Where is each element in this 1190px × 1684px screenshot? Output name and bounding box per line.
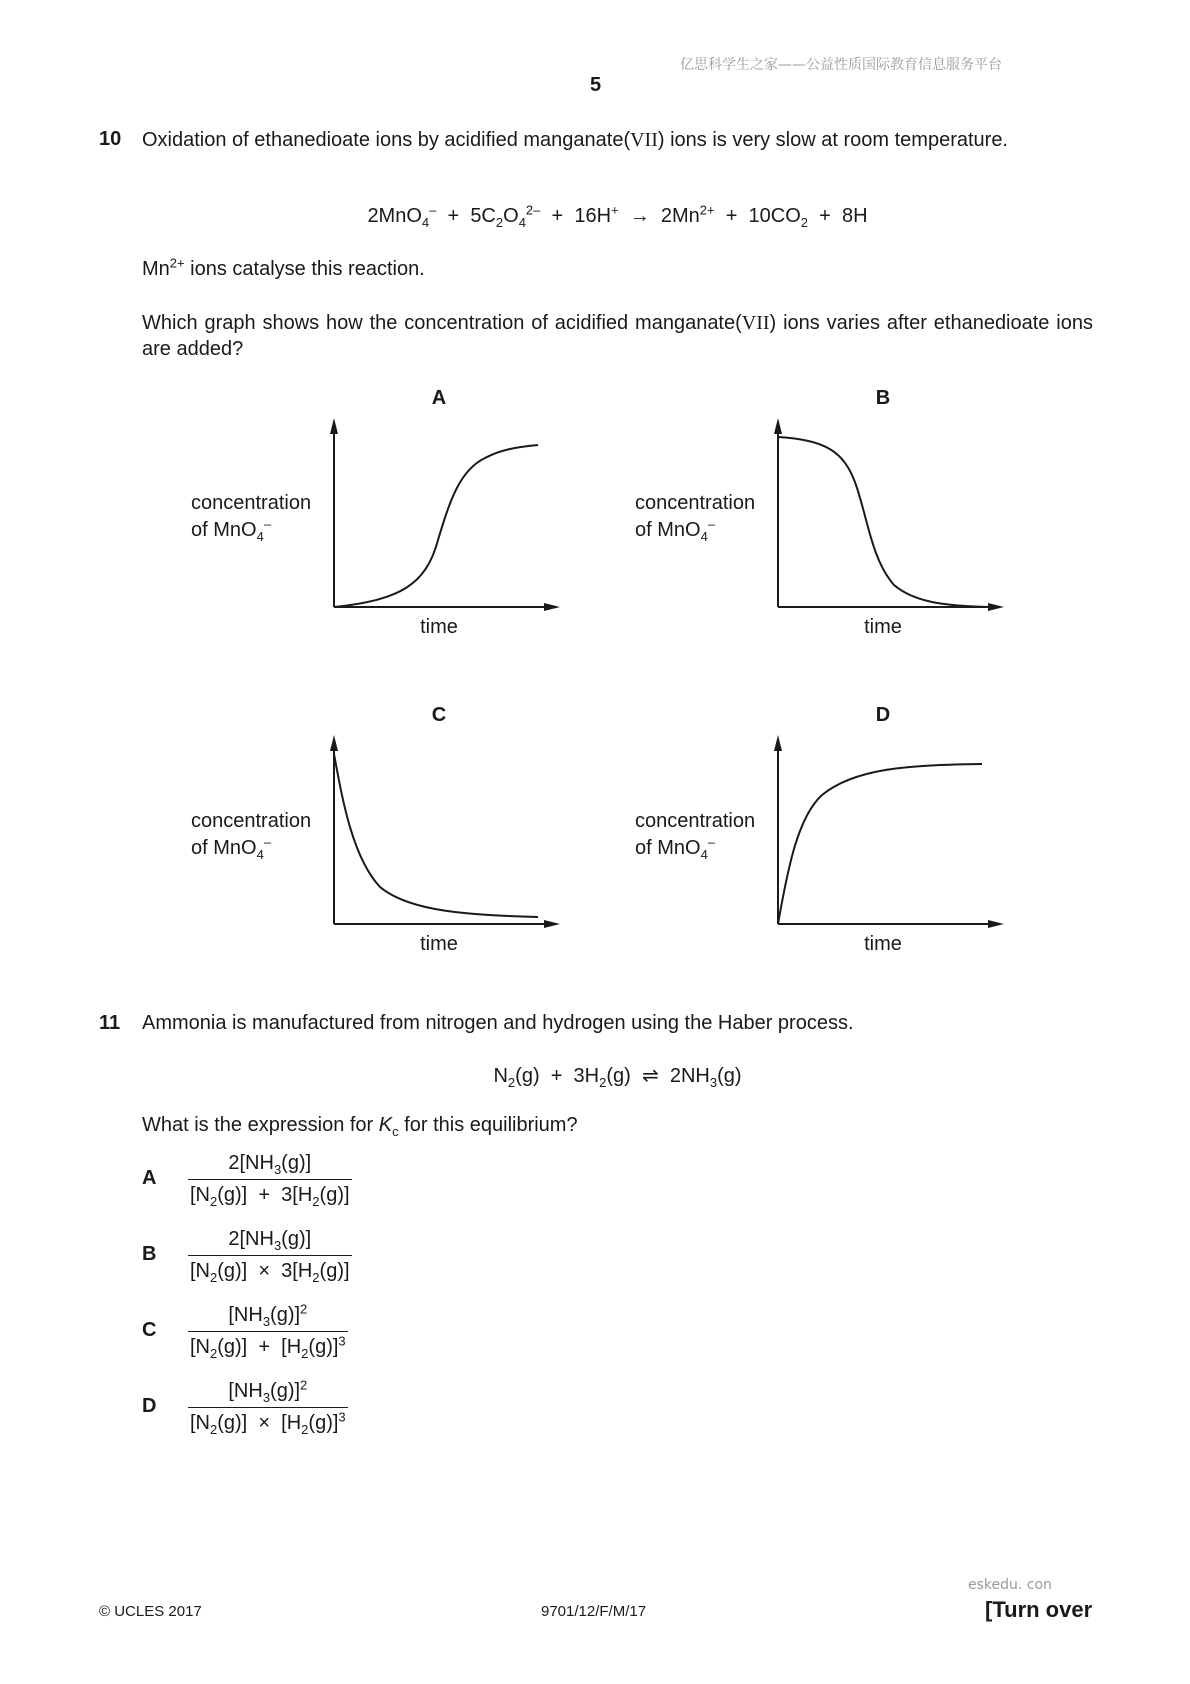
y-axis-arrow xyxy=(330,418,338,434)
question-10-equation: $2MnO_4^- + 5C_2O_4^{2-} + 16H^+ \to 2Mn^{2+} + 10CO_2 + 8H$ xyxy=(367,202,868,230)
catalyst-statement: $Mn^{2+}$ ions catalyse this reaction. xyxy=(142,255,425,280)
x-axis-arrow xyxy=(544,920,560,928)
question-10-number: 10 xyxy=(99,128,122,150)
option-a-numerator: $2[NH_3(g)]$ xyxy=(188,1152,352,1180)
graph-b-xlabel: time xyxy=(864,616,902,638)
footer-paper-code: 9701/12/F/M/17 xyxy=(541,1603,647,1620)
option-a-expression[interactable] xyxy=(188,1152,352,1207)
y-axis-arrow xyxy=(330,735,338,751)
option-d-expression[interactable] xyxy=(188,1377,348,1437)
option-b-numerator: $2[NH_3(g)]$ xyxy=(188,1228,352,1256)
graph-b xyxy=(764,410,1014,615)
graph-d-ylabel: concentration of MnO$_4$– xyxy=(635,810,756,862)
x-axis-arrow xyxy=(988,603,1004,611)
option-a-denominator: $[N_2(g)] + 3[H_2(g)]$ xyxy=(190,1184,350,1209)
graph-c-ylabel: concentration of MnO$_4$– xyxy=(191,810,312,862)
page-number: 5 xyxy=(590,74,602,96)
graph-d xyxy=(764,727,1014,932)
x-axis-arrow xyxy=(544,603,560,611)
option-b-letter[interactable]: B xyxy=(142,1243,157,1265)
option-c-denominator: $[N_2(g)] + [H_2(g)]^3$ xyxy=(190,1333,346,1361)
footer-copyright: © UCLES 2017 xyxy=(99,1603,202,1620)
option-a-letter[interactable]: A xyxy=(142,1167,157,1189)
option-b-denominator: $[N_2(g)] \times 3[H_2(g)]$ xyxy=(190,1260,350,1285)
option-d-letter[interactable]: D xyxy=(142,1395,157,1417)
option-c-letter[interactable]: C xyxy=(142,1319,157,1341)
graph-c-label: C xyxy=(431,704,447,726)
question-11-stem: Ammonia is manufactured from nitrogen and hydrogen using the Haber process. xyxy=(142,1012,854,1034)
graph-d-label: D xyxy=(875,704,891,726)
turn-over-label: [Turn over xyxy=(985,1597,1093,1622)
graph-b-label: B xyxy=(875,387,891,409)
y-axis-arrow xyxy=(774,735,782,751)
y-axis-arrow xyxy=(774,418,782,434)
x-axis-arrow xyxy=(988,920,1004,928)
question-11-number: 11 xyxy=(99,1012,121,1034)
header-watermark: 亿思科学生之家——公益性质国际教育信息服务平台 xyxy=(680,57,1002,73)
curve-d xyxy=(778,764,982,924)
graph-a-label: A xyxy=(431,387,447,409)
graph-a-xlabel: time xyxy=(420,616,458,638)
footer-watermark: eskedu. con xyxy=(968,1577,1052,1593)
option-d-denominator: $[N_2(g)] \times [H_2(g)]^3$ xyxy=(190,1409,346,1437)
graph-d-xlabel: time xyxy=(864,933,902,955)
curve-c xyxy=(334,754,538,917)
graph-a-ylabel: concentration of MnO$_4$– xyxy=(191,492,312,544)
graph-c-xlabel: time xyxy=(420,933,458,955)
question-11-equation: $N_2(g) + 3H_2(g)$ ⇌ $2NH_3(g)$ xyxy=(493,1063,742,1090)
option-c-numerator: $[NH_3(g)]^2$ xyxy=(188,1304,348,1332)
graph-a xyxy=(320,410,570,615)
question-10-stem: Oxidation of ethanedioate ions by acidified manganate(VII) ions is very slow at room temperature. xyxy=(142,129,1008,151)
graph-b-ylabel: concentration of MnO$_4$– xyxy=(635,492,756,544)
option-b-expression[interactable] xyxy=(188,1228,352,1283)
curve-a xyxy=(334,445,538,607)
curve-b xyxy=(778,437,989,607)
option-d-numerator: $[NH_3(g)]^2$ xyxy=(188,1380,348,1408)
question-11-question: What is the expression for $K_c$ for this equilibrium? xyxy=(142,1114,578,1139)
option-c-expression[interactable] xyxy=(188,1301,348,1361)
graph-c xyxy=(320,727,570,932)
question-10-question: Which graph shows how the concentration of acidified manganate(VII) ions varies after ethanedioate ions are added? xyxy=(142,312,1093,360)
